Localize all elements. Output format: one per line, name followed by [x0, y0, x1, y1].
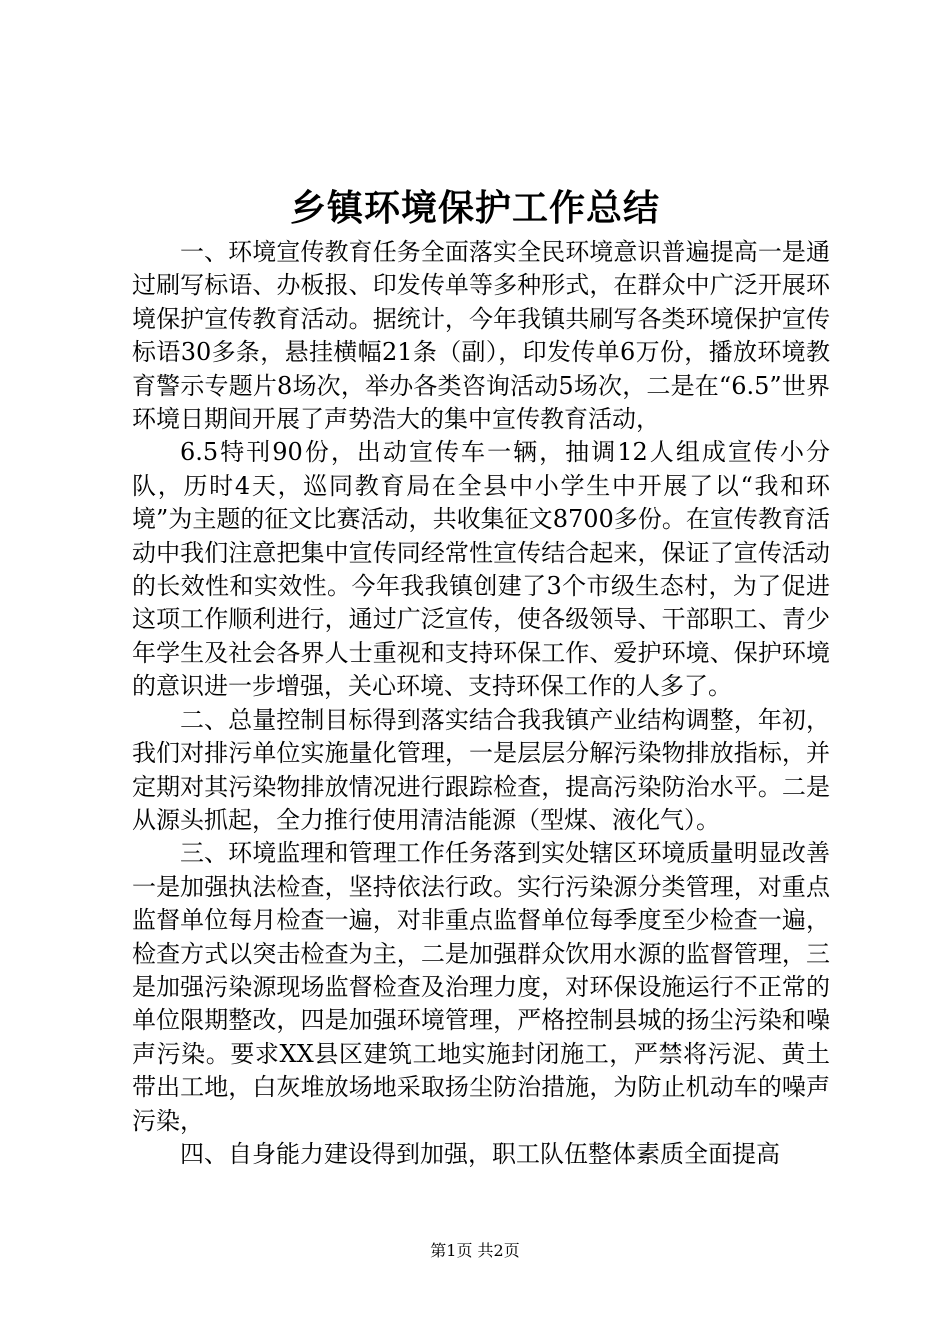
document-title: 乡镇环境保护工作总结 [289, 187, 660, 229]
page-indicator: 第1页 共2页 [430, 1241, 520, 1260]
paragraph-4: 三、环境监理和管理工作任务落到实处辖区环境质量明显改善一是加强执法检查，坚持依法行政。实行污染源分类管理，对重点监督单位每月检查一遍，对非重点监督单位每季度至少检查一遍，检查方式以突击检查为主，二是加强群众饮用水源的监督管理，三是加强污染源现场监督检查及治理力度，对环保设施运行不正常的单位限期整改，四是加强环境管理，严格控制县城的扬尘污染和噪声污染。要求XX县区建筑工地实施封闭施工，严禁将污泥、黄土带出工地，白灰堆放场地采取扬尘防治措施，为防止机动车的噪声污染， [132, 839, 830, 1135]
paragraph-1: 一、环境宣传教育任务全面落实全民环境意识普遍提高一是通过刷写标语、办板报、印发传单等多种形式，在群众中广泛开展环境保护宣传教育活动。据统计，今年我镇共刷写各类环境保护宣传标语30多条，悬挂横幅21条（副），印发传单6万份，播放环境教育警示专题片8场次，举办各类咨询活动5场次，二是在“6.5”世界环境日期间开展了声势浩大的集中宣传教育活动， [132, 238, 830, 434]
paragraph-5: 四、自身能力建设得到加强，职工队伍整体素质全面提高 [180, 1139, 780, 1168]
document-body [132, 236, 830, 1171]
paragraph-3: 二、总量控制目标得到落实结合我我镇产业结构调整，年初，我们对排污单位实施量化管理，一是层层分解污染物排放指标，并定期对其污染物排放情况进行跟踪检查，提高污染防治水平。二是从源头抓起，全力推行使用清洁能源（型煤、液化气）。 [132, 705, 830, 834]
paragraph-2: 6.5特刊90份，出动宣传车一辆，抽调12人组成宣传小分队，历时4天，巡同教育局在全县中小学生中开展了以“我和环境”为主题的征文比赛活动，共收集征文8700多份。在宣传教育活动中我们注意把集中宣传同经常性宣传结合起来，保证了宣传活动的长效性和实效性。今年我我镇创建了3个市级生态村，为了促进这项工作顺利进行，通过广泛宣传，使各级领导、干部职工、青少年学生及社会各界人士重视和支持环保工作、爱护环境、保护环境的意识进一步增强，关心环境、支持环保工作的人多了。 [132, 438, 830, 701]
